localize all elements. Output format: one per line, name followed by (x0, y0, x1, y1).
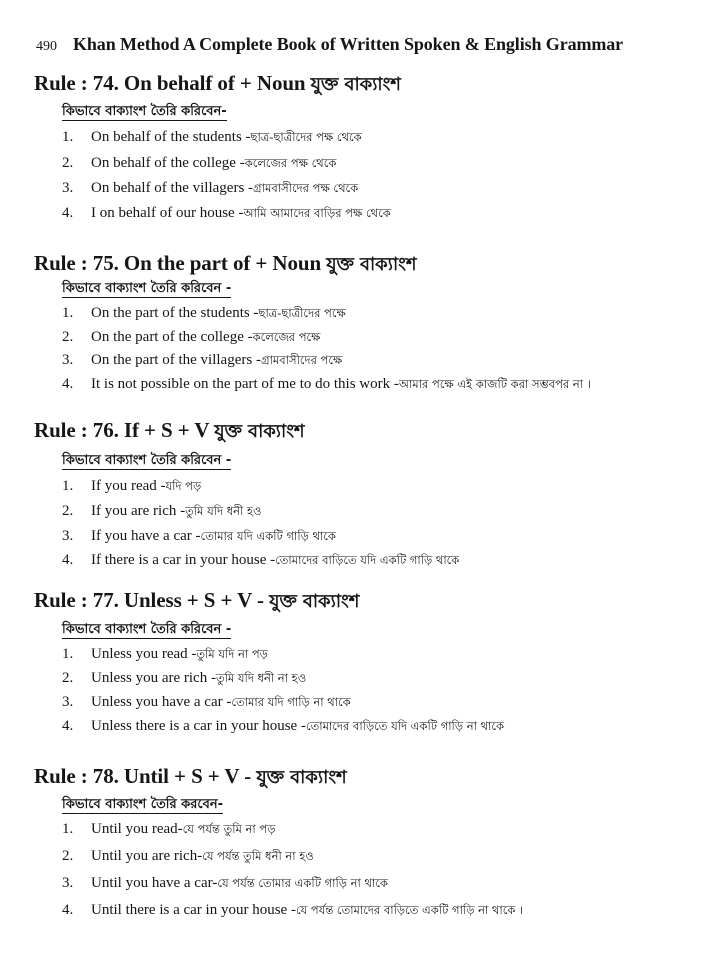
item-number: 2. (62, 848, 74, 864)
book-title: Khan Method A Complete Book of Written Spoken & English Grammar (73, 34, 624, 54)
list-item (62, 875, 388, 894)
list-item (62, 694, 351, 713)
rule-title-bangla: যুক্ত বাক্যাংশ (214, 421, 305, 442)
list-item (62, 329, 320, 348)
item-number: 1. (62, 478, 74, 494)
rule-77-title (34, 587, 359, 618)
item-number: 2. (62, 670, 74, 686)
item-english: Unless there is a car in your house - (91, 718, 306, 734)
item-bangla: আমি আমাদের বাড়ির পক্ষ থেকে (243, 206, 391, 220)
list-item (62, 646, 268, 665)
item-number: 3. (62, 352, 74, 368)
item-english: If you are rich - (91, 503, 186, 519)
item-english: On behalf of the college - (91, 155, 245, 171)
item-number: 1. (62, 129, 74, 145)
rule-75-subheading: কিভাবে বাক্যাংশ তৈরি করিবেন - (62, 281, 232, 296)
item-number: 4. (62, 376, 74, 392)
item-english: On the part of the villagers - (91, 352, 261, 368)
item-number: 4. (62, 552, 74, 568)
list-item (62, 503, 261, 522)
item-number: 3. (62, 875, 74, 891)
list-item (62, 155, 336, 174)
list-item (62, 821, 275, 840)
rule-75-title (34, 250, 416, 281)
list-item (62, 670, 306, 689)
page-header (36, 34, 686, 56)
list-item (62, 376, 591, 395)
item-bangla: তোমাদের বাড়িতে যদি একটি গাড়ি থাকে (275, 553, 460, 567)
item-english: Until you read- (91, 821, 183, 837)
rule-74-title (34, 70, 401, 101)
list-item (62, 352, 342, 371)
list-item (62, 180, 358, 199)
rule-title-english: Rule : 78. Until + S + V - (34, 764, 252, 788)
item-english: Until you are rich- (91, 848, 203, 864)
item-bangla: গ্রামবাসীদের পক্ষে (260, 353, 343, 367)
rule-title-english: Rule : 75. On the part of + Noun (34, 251, 322, 275)
item-bangla: কলেজের পক্ষ থেকে (244, 156, 337, 170)
item-bangla: আমার পক্ষে এই কাজটি করা সম্ভবপর না । (398, 377, 591, 391)
item-number: 4. (62, 902, 74, 918)
item-number: 2. (62, 329, 74, 345)
rule-title-english: Rule : 77. Unless + S + V - (34, 588, 264, 612)
rule-title-bangla: যুক্ত বাক্যাংশ (310, 74, 401, 95)
item-english: On the part of the students - (91, 305, 259, 321)
rule-title-bangla: যুক্ত বাক্যাংশ (269, 591, 360, 612)
list-item (62, 478, 201, 497)
item-number: 3. (62, 528, 74, 544)
item-bangla: তোমার যদি গাড়ি না থাকে (231, 695, 351, 709)
item-number: 1. (62, 821, 74, 837)
list-item (62, 528, 336, 547)
item-bangla: তুমি যদি ধনী হও (185, 504, 262, 518)
item-bangla: তোমার যদি একটি গাড়ি থাকে (200, 529, 336, 543)
rule-76-subheading: কিভাবে বাক্যাংশ তৈরি করিবেন - (62, 453, 232, 468)
item-bangla: তুমি যদি ধনী না হও (215, 671, 307, 685)
item-english: I on behalf of our house - (91, 205, 244, 221)
item-number: 1. (62, 646, 74, 662)
item-english: If you read - (91, 478, 166, 494)
list-item (62, 129, 362, 148)
rule-77-subheading: কিভাবে বাক্যাংশ তৈরি করিবেন - (62, 622, 232, 637)
rule-title-bangla: যুক্ত বাক্যাংশ (326, 254, 417, 275)
rule-78-subheading: কিভাবে বাক্যাংশ তৈরি করবেন- (62, 797, 223, 812)
rule-title-bangla: যুক্ত বাক্যাংশ (256, 767, 347, 788)
list-item (62, 718, 504, 737)
item-number: 2. (62, 155, 74, 171)
item-number: 1. (62, 305, 74, 321)
item-number: 4. (62, 205, 74, 221)
rule-74-subheading: কিভাবে বাক্যাংশ তৈরি করিবেন- (62, 104, 227, 119)
list-item (62, 848, 314, 867)
item-number: 3. (62, 180, 74, 196)
item-english: If you have a car - (91, 528, 201, 544)
item-bangla: গ্রামবাসীদের পক্ষ থেকে (253, 181, 359, 195)
item-number: 3. (62, 694, 74, 710)
item-bangla: যে পর্যন্ত তোমার একটি গাড়ি না থাকে (217, 876, 388, 890)
item-english: Unless you read - (91, 646, 197, 662)
list-item (62, 552, 459, 571)
page-number: 490 (36, 39, 57, 54)
item-bangla: তোমাদের বাড়িতে যদি একটি গাড়ি না থাকে (305, 719, 505, 733)
item-bangla: ছাত্র-ছাত্রীদের পক্ষ থেকে (250, 130, 362, 144)
item-english: Until there is a car in your house - (91, 902, 296, 918)
item-bangla: যে পর্যন্ত তোমাদের বাড়িতে একটি গাড়ি না থাকে । (295, 903, 524, 917)
item-bangla: যদি পড় (165, 479, 202, 493)
item-bangla: তুমি যদি না পড় (196, 647, 268, 661)
rule-76-title (34, 417, 304, 448)
item-english: If there is a car in your house - (91, 552, 276, 568)
item-english: Until you have a car- (91, 875, 218, 891)
rule-title-english: Rule : 76. If + S + V (34, 418, 210, 442)
item-english: It is not possible on the part of me to do this work - (91, 376, 399, 392)
item-bangla: ছাত্র-ছাত্রীদের পক্ষে (258, 306, 346, 320)
rule-title-english: Rule : 74. On behalf of + Noun (34, 71, 306, 95)
item-english: Unless you have a car - (91, 694, 232, 710)
item-bangla: যে পর্যন্ত তুমি ধনী না হও (202, 849, 314, 863)
item-english: Unless you are rich - (91, 670, 216, 686)
item-english: On the part of the college - (91, 329, 253, 345)
item-number: 2. (62, 503, 74, 519)
item-english: On behalf of the students - (91, 129, 251, 145)
item-bangla: কলেজের পক্ষে (252, 330, 321, 344)
list-item (62, 902, 523, 921)
item-english: On behalf of the villagers - (91, 180, 254, 196)
item-number: 4. (62, 718, 74, 734)
item-bangla: যে পর্যন্ত তুমি না পড় (182, 822, 276, 836)
list-item (62, 205, 391, 224)
rule-78-title (34, 763, 347, 794)
list-item (62, 305, 346, 324)
